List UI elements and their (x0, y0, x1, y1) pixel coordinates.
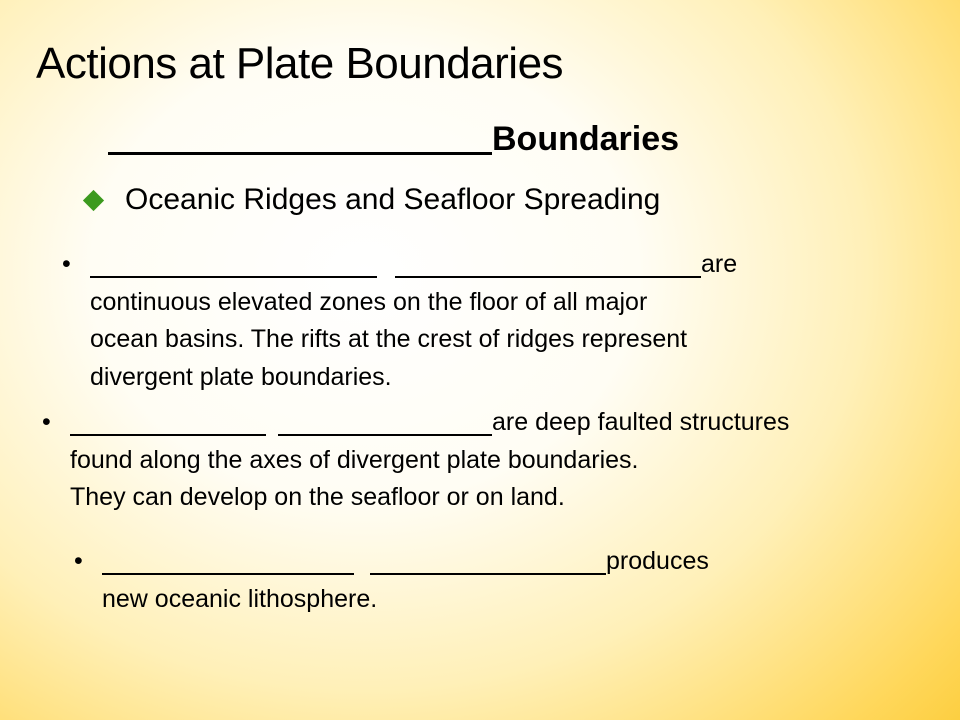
subheading (108, 116, 679, 160)
diamond-bullet-icon (83, 189, 104, 210)
subheading-suffix: Boundaries (492, 120, 680, 158)
fill-in-blank (102, 547, 354, 575)
topic-text: Oceanic Ridges and Seafloor Spreading (125, 183, 661, 216)
bullet-icon: • (42, 408, 51, 436)
bullet-item-seafloor-spreading (74, 543, 709, 618)
body-line: new oceanic lithosphere. (102, 584, 378, 613)
fill-in-blank (370, 547, 606, 575)
body-line: divergent plate boundaries. (90, 362, 392, 391)
body-line: ocean basins. The rifts at the crest of ridges represent (90, 325, 688, 353)
fill-in-blank (90, 250, 377, 278)
body-line: continuous elevated zones on the floor of all major (90, 287, 648, 316)
bullet-item-rift-valleys (42, 404, 790, 517)
fill-in-blank (395, 250, 701, 278)
bullet-item-oceanic-ridges (62, 246, 738, 396)
bullet-icon: • (74, 547, 83, 575)
trailing-text: produces (606, 547, 709, 575)
bullet-icon: • (62, 250, 71, 278)
body-line: found along the axes of divergent plate boundaries. (70, 445, 639, 474)
body-line: They can develop on the seafloor or on land. (70, 483, 565, 511)
slide-title: Actions at Plate Boundaries (36, 39, 564, 88)
trailing-text: are deep faulted structures (492, 408, 790, 436)
fill-in-blank (108, 116, 492, 155)
trailing-text: are (701, 250, 738, 278)
fill-in-blank (278, 408, 492, 436)
topic-heading (82, 180, 660, 220)
fill-in-blank (70, 408, 266, 436)
